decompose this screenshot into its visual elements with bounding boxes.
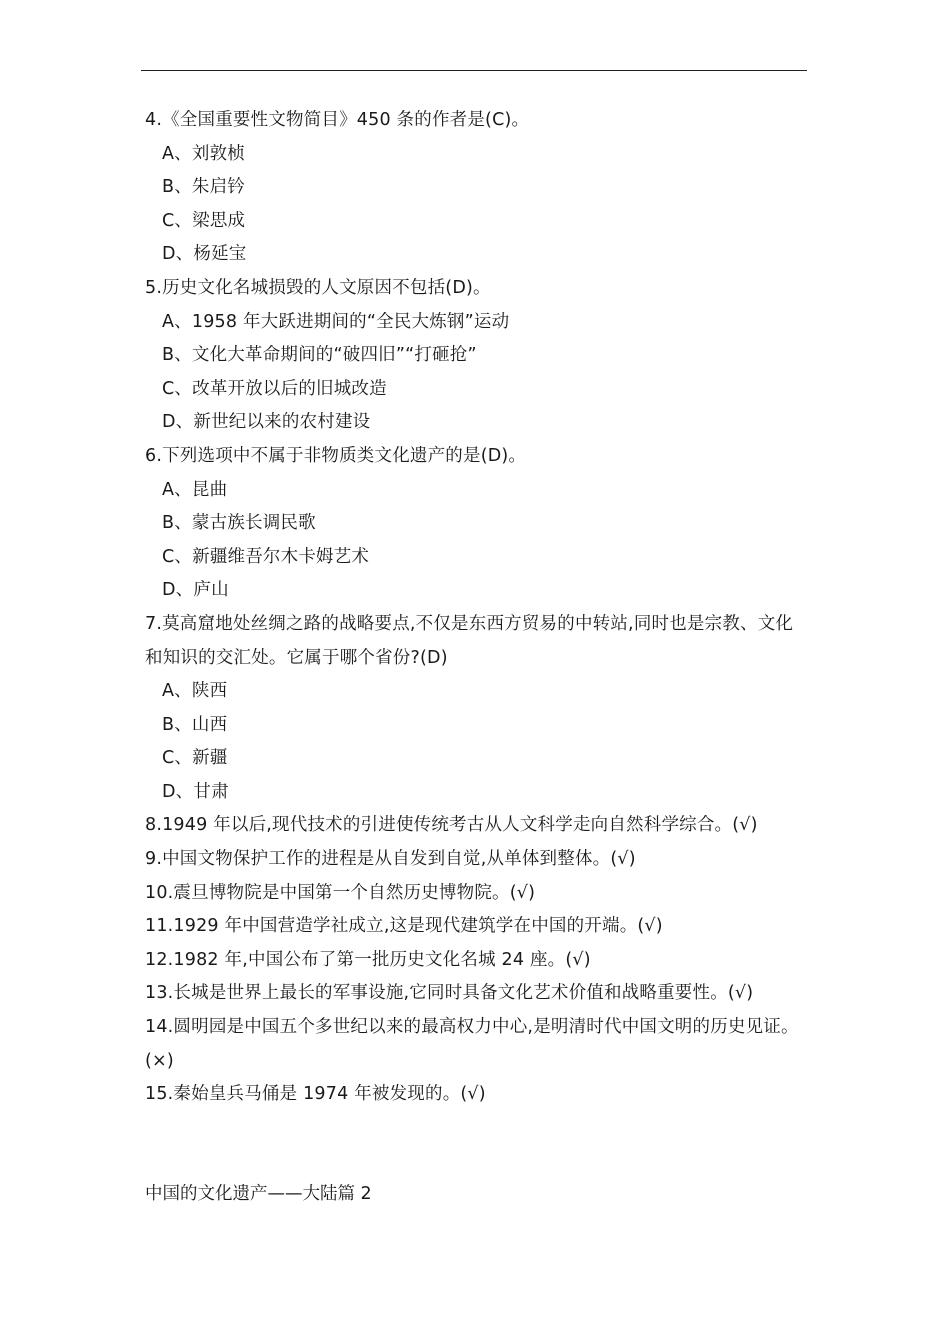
judgment-item: 15.秦始皇兵马俑是 1974 年被发现的。(√)	[145, 1084, 486, 1105]
option-c: C、新疆	[162, 748, 228, 769]
judgment-item: 10.震旦博物院是中国第一个自然历史博物院。(√)	[145, 882, 536, 903]
option-a: A、刘敦桢	[162, 143, 245, 164]
option-d: D、甘肃	[162, 781, 229, 802]
option-b: B、文化大革命期间的“破四旧”“打砸抢”	[162, 345, 477, 366]
option-a: A、陕西	[162, 681, 228, 702]
question-stem: 5.历史文化名城损毁的人文原因不包括(D)。	[145, 277, 491, 298]
question-stem: 7.莫高窟地处丝绸之路的战略要点,不仅是东西方贸易的中转站,同时也是宗教、文化和知识的交汇处。它属于哪个省份?(D)	[145, 613, 794, 668]
option-d: D、庐山	[162, 580, 229, 601]
question-stem: 4.《全国重要性文物简目》450 条的作者是(C)。	[145, 110, 530, 130]
question-list	[145, 104, 810, 1112]
judgment-item: 14.圆明园是中国五个多世纪以来的最高权力中心,是明清时代中国文明的历史见证。(×)	[145, 1017, 799, 1071]
option-c: C、改革开放以后的旧城改造	[162, 378, 387, 399]
section-title: 中国的文化遗产——大陆篇 2	[145, 1184, 372, 1204]
judgment-item: 8.1949 年以后,现代技术的引进使传统考古从人文科学走向自然科学综合。(√)	[145, 815, 758, 836]
judgment-item: 13.长城是世界上最长的军事设施,它同时具备文化艺术价值和战略重要性。(√)	[145, 983, 754, 1004]
option-d: D、新世纪以来的农村建设	[162, 412, 371, 433]
option-b: B、蒙古族长调民歌	[162, 513, 316, 534]
option-a: A、1958 年大跃进期间的“全民大炼钢”运动	[162, 311, 510, 332]
option-d: D、杨延宝	[162, 244, 247, 265]
judgment-item: 12.1982 年,中国公布了第一批历史文化名城 24 座。(√)	[145, 949, 591, 970]
option-a: A、昆曲	[162, 479, 228, 500]
judgment-item: 9.中国文物保护工作的进程是从自发到自觉,从单体到整体。(√)	[145, 849, 636, 870]
option-b: B、朱启钤	[162, 177, 246, 198]
question-stem: 6.下列选项中不属于非物质类文化遗产的是(D)。	[145, 445, 527, 466]
option-b: B、山西	[162, 714, 228, 735]
header-rule	[141, 70, 807, 71]
option-c: C、梁思成	[162, 210, 246, 231]
option-c: C、新疆维吾尔木卡姆艺术	[162, 546, 370, 567]
judgment-item: 11.1929 年中国营造学社成立,这是现代建筑学在中国的开端。(√)	[145, 916, 663, 937]
